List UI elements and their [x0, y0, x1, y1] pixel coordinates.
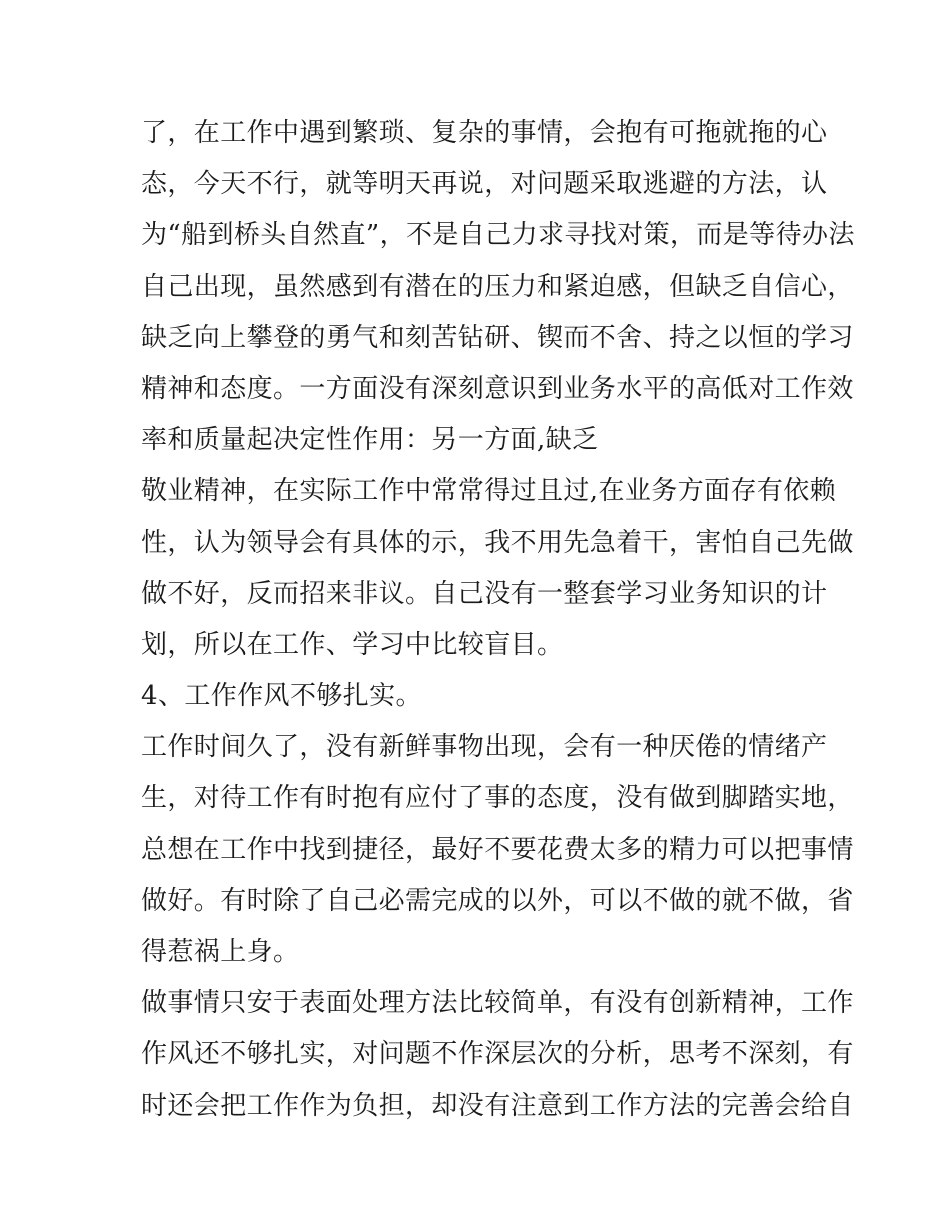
text-line-3: 为“船到桥头自然直”，不是自己力求寻找对策，而是等待办法 [141, 220, 855, 251]
text-line-4: 自己出现，虽然感到有潜在的压力和紧迫感，但缺乏自信心， [141, 271, 854, 302]
text-line-2: 态，今天不行，就等明天再说，对问题采取逃避的方法，认 [141, 169, 828, 200]
text-line-9: 性，认为领导会有具体的示，我不用先急着干，害怕自己先做 [141, 527, 854, 558]
body-text [141, 108, 855, 1132]
text-line-16: 做好。有时除了自己必需完成的以外，可以不做的就不做，省 [141, 885, 854, 916]
text-line-7: 率和质量起决定性作用：另一方面,缺乏 [141, 425, 599, 456]
text-line-20: 时还会把工作作为负担，却没有注意到工作方法的完善会给自 [141, 1090, 854, 1121]
text-line-11: 划，所以在工作、学习中比较盲目。 [141, 629, 564, 660]
text-line-10: 做不好，反而招来非议。自己没有一整套学习业务知识的计 [141, 578, 828, 609]
section-heading: 4、工作作风不够扎实。 [141, 681, 422, 712]
text-line-5: 缺乏向上攀登的勇气和刻苦钻研、锲而不舍、持之以恒的学习 [141, 322, 854, 353]
text-line-14: 生，对待工作有时抱有应付了事的态度，没有做到脚踏实地， [141, 783, 854, 814]
text-line-6: 精神和态度。一方面没有深刻意识到业务水平的高低对工作效 [141, 373, 854, 404]
text-line-1: 了，在工作中遇到繁琐、复杂的事情，会抱有可拖就拖的心 [141, 118, 828, 148]
text-line-13: 工作时间久了，没有新鲜事物出现，会有一种厌倦的情绪产 [141, 732, 828, 763]
text-line-18: 做事情只安于表面处理方法比较简单，有没有创新精神，工作 [141, 988, 854, 1019]
text-line-8: 敬业精神，在实际工作中常常得过且过,在业务方面存有依赖 [141, 476, 837, 507]
text-line-19: 作风还不够扎实，对问题不作深层次的分析，思考不深刻，有 [141, 1039, 854, 1070]
text-line-15: 总想在工作中找到捷径，最好不要花费太多的精力可以把事情 [141, 834, 854, 865]
text-line-17: 得惹祸上身。 [141, 937, 300, 967]
